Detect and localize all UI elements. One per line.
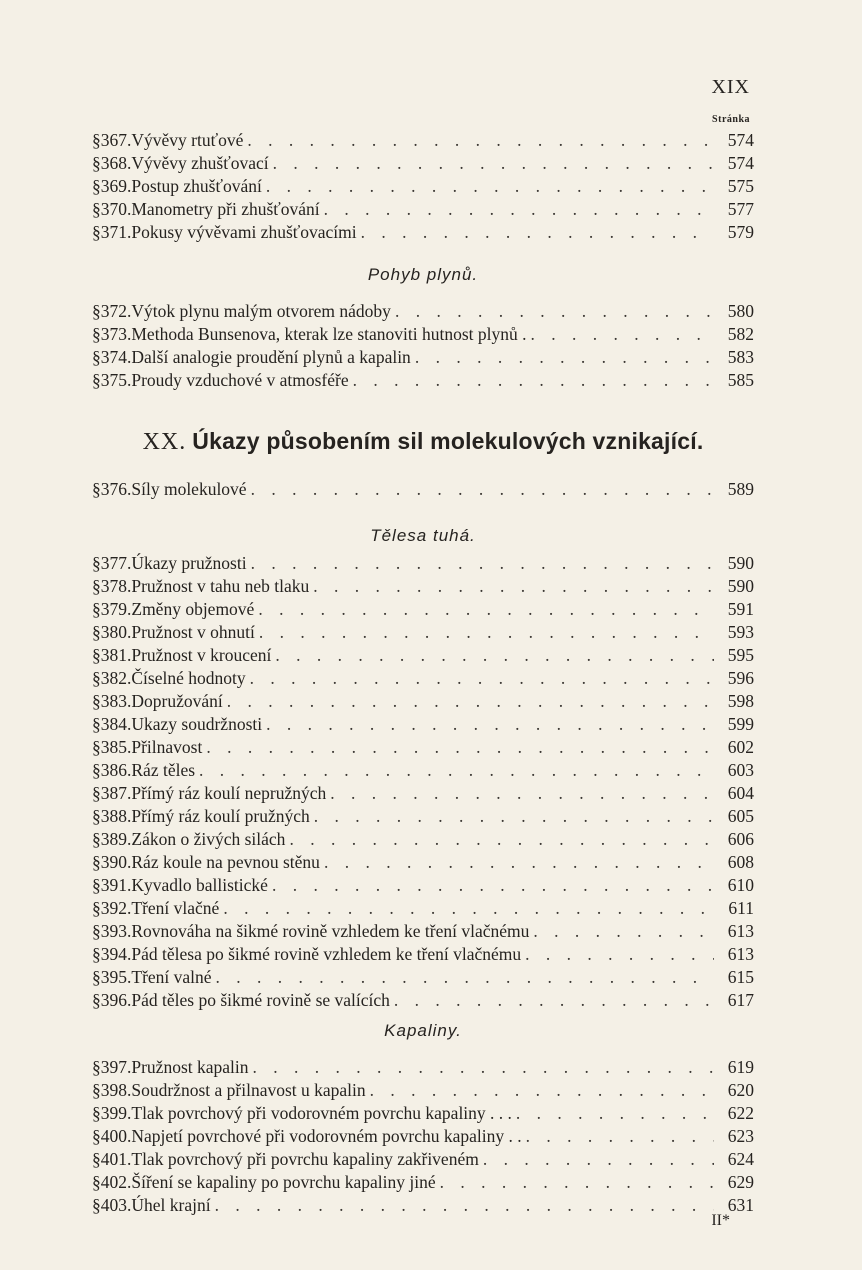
section-title: Úkazy pružnosti — [131, 553, 247, 573]
toc-entry — [92, 667, 754, 690]
section-number: 399. — [100, 1103, 132, 1123]
page-reference: 589 — [727, 479, 754, 499]
section-title: Pružnost v ohnutí — [131, 622, 255, 642]
section-mark: § — [92, 347, 101, 367]
page-reference: 620 — [727, 1080, 754, 1100]
section-mark: § — [92, 1172, 101, 1192]
section-mark: § — [92, 990, 101, 1010]
page-reference: 574 — [727, 130, 754, 150]
section-number: 381. — [100, 645, 132, 665]
leader-dots — [272, 874, 714, 897]
leader-dots — [289, 828, 714, 851]
page-reference: 602 — [727, 737, 754, 757]
toc-entry — [92, 805, 754, 828]
leader-dots — [324, 851, 714, 874]
page-reference: 617 — [727, 990, 754, 1010]
section-mark: § — [92, 898, 101, 918]
section-mark: § — [92, 576, 101, 596]
section-number: 376. — [100, 479, 132, 499]
leader-dots — [253, 1056, 714, 1079]
toc-group-3 — [92, 478, 754, 501]
section-mark: § — [92, 944, 101, 964]
section-number: 402. — [100, 1172, 132, 1192]
page-reference: 619 — [727, 1057, 754, 1077]
page-reference: 580 — [727, 301, 754, 321]
page-reference: 611 — [728, 898, 754, 918]
section-number: 386. — [100, 760, 132, 780]
section-title: Vývěvy zhušťovací — [131, 153, 269, 173]
section-number: 372. — [100, 301, 132, 321]
section-title: Ráz těles — [131, 760, 196, 780]
section-mark: § — [92, 622, 101, 642]
section-number: 367. — [100, 130, 132, 150]
page-reference: 595 — [727, 645, 754, 665]
page-reference: 596 — [727, 668, 754, 688]
section-number: 396. — [100, 990, 132, 1010]
section-title: Manometry při zhušťování — [131, 199, 320, 219]
section-title: Pád tělesa po šikmé rovině vzhledem ke tření vlačnému — [131, 944, 522, 964]
toc-entry — [92, 1056, 754, 1079]
section-mark: § — [92, 1195, 101, 1215]
page-reference: 579 — [727, 222, 754, 242]
section-title: Úhel krajní — [131, 1195, 211, 1215]
page-reference: 613 — [727, 944, 754, 964]
page-reference: 582 — [727, 324, 754, 344]
section-title: Další analogie proudění plynů a kapalin — [131, 347, 411, 367]
section-mark: § — [92, 176, 101, 196]
section-mark: § — [92, 1080, 101, 1100]
leader-dots — [266, 713, 714, 736]
section-mark: § — [92, 852, 101, 872]
leader-dots — [531, 323, 714, 346]
section-number: 395. — [100, 967, 132, 987]
section-mark: § — [92, 479, 101, 499]
section-title: Rovnováha na šikmé rovině vzhledem ke tření vlačnému — [131, 921, 530, 941]
toc-entry — [92, 897, 754, 920]
page-reference: 575 — [727, 176, 754, 196]
section-title: Výtok plynu malým otvorem nádoby — [131, 301, 391, 321]
section-mark: § — [92, 599, 101, 619]
section-number: 370. — [100, 199, 132, 219]
section-number: 384. — [100, 714, 132, 734]
page-reference: 615 — [727, 967, 754, 987]
page-number: XIX — [711, 76, 750, 98]
section-mark: § — [92, 130, 101, 150]
section-title: Pokusy vývěvami zhušťovacími — [131, 222, 357, 242]
section-mark: § — [92, 921, 101, 941]
toc-entry — [92, 323, 754, 346]
page-reference: 629 — [727, 1172, 754, 1192]
leader-dots — [275, 644, 714, 667]
section-title: Síly molekulové — [131, 479, 247, 499]
section-number: 387. — [100, 783, 132, 803]
section-title: Pružnost kapalin — [131, 1057, 249, 1077]
section-title: Tlak povrchový při povrchu kapaliny zakřiveném — [131, 1149, 479, 1169]
section-title: Pružnost v kroucení — [131, 645, 272, 665]
toc-entry — [92, 989, 754, 1012]
section-number: 378. — [100, 576, 132, 596]
section-number: 398. — [100, 1080, 132, 1100]
page-reference: 605 — [727, 806, 754, 826]
leader-dots — [223, 897, 714, 920]
page-reference: 608 — [727, 852, 754, 872]
toc-entry — [92, 1079, 754, 1102]
leader-dots — [525, 943, 714, 966]
section-mark: § — [92, 370, 101, 390]
section-mark: § — [92, 1103, 101, 1123]
subheading-kapaliny: Kapaliny. — [384, 1021, 462, 1040]
section-title: Přilnavost — [131, 737, 203, 757]
section-title: Přímý ráz koulí nepružných — [131, 783, 327, 803]
leader-dots — [247, 129, 714, 152]
toc-entry — [92, 782, 754, 805]
toc-entry — [92, 920, 754, 943]
leader-dots — [258, 598, 714, 621]
section-mark: § — [92, 760, 101, 780]
toc-entry — [92, 300, 754, 323]
leader-dots — [370, 1079, 714, 1102]
leader-dots — [324, 198, 714, 221]
page-reference: 590 — [727, 576, 754, 596]
leader-dots — [216, 966, 714, 989]
chapter-title: Úkazy působením sil molekulových vznikající. — [192, 428, 704, 454]
page-reference: 577 — [727, 199, 754, 219]
section-number: 389. — [100, 829, 132, 849]
section-number: 380. — [100, 622, 132, 642]
leader-dots — [251, 552, 714, 575]
section-number: 388. — [100, 806, 132, 826]
section-number: 403. — [100, 1195, 132, 1215]
leader-dots — [394, 989, 714, 1012]
section-title: Ukazy soudržnosti — [131, 714, 263, 734]
section-title: Přímý ráz koulí pružných — [131, 806, 310, 826]
toc-entry — [92, 1171, 754, 1194]
section-number: 393. — [100, 921, 132, 941]
section-number: 390. — [100, 852, 132, 872]
page-reference: 583 — [727, 347, 754, 367]
section-mark: § — [92, 829, 101, 849]
leader-dots — [330, 782, 714, 805]
section-title: Napjetí povrchové při vodorovném povrchu kapaliny . . — [131, 1126, 522, 1146]
toc-entry — [92, 851, 754, 874]
toc-entry — [92, 221, 754, 244]
page-reference: 623 — [727, 1126, 754, 1146]
section-number: 368. — [100, 153, 132, 173]
section-mark: § — [92, 875, 101, 895]
toc-group-4 — [92, 552, 754, 1012]
section-mark: § — [92, 783, 101, 803]
leader-dots — [395, 300, 714, 323]
section-title: Pád těles po šikmé rovině se valících — [131, 990, 390, 1010]
toc-entry — [92, 478, 754, 501]
section-number: 377. — [100, 553, 132, 573]
toc-entry — [92, 575, 754, 598]
toc-entry — [92, 1148, 754, 1171]
page-column-label: Stránka — [712, 114, 750, 125]
page-reference: 598 — [727, 691, 754, 711]
section-title: Postup zhušťování — [131, 176, 262, 196]
section-number: 400. — [100, 1126, 132, 1146]
leader-dots — [313, 575, 714, 598]
leader-dots — [250, 667, 714, 690]
toc-entry — [92, 1125, 754, 1148]
toc-group-5 — [92, 1056, 754, 1217]
section-number: 369. — [100, 176, 132, 196]
section-number: 371. — [100, 222, 132, 242]
section-mark: § — [92, 222, 101, 242]
toc-entry — [92, 736, 754, 759]
section-mark: § — [92, 668, 101, 688]
chapter-number: XX. — [142, 429, 187, 455]
leader-dots — [440, 1171, 714, 1194]
section-mark: § — [92, 301, 101, 321]
leader-dots — [273, 152, 714, 175]
leader-dots — [415, 346, 714, 369]
section-number: 374. — [100, 347, 132, 367]
section-number: 392. — [100, 898, 132, 918]
toc-entry — [92, 966, 754, 989]
leader-dots — [314, 805, 714, 828]
section-number: 391. — [100, 875, 132, 895]
section-title: Kyvadlo ballistické — [131, 875, 268, 895]
leader-dots — [206, 736, 714, 759]
leader-dots — [353, 369, 714, 392]
section-title: Tření vlačné — [131, 898, 220, 918]
subheading-pohyb-plynu: Pohyb plynů. — [367, 265, 479, 284]
page-reference: 593 — [727, 622, 754, 642]
section-title: Soudržnost a přilnavost u kapalin — [131, 1080, 366, 1100]
toc-entry — [92, 346, 754, 369]
toc-entry — [92, 1194, 754, 1217]
leader-dots — [199, 759, 714, 782]
leader-dots — [526, 1125, 714, 1148]
toc-entry — [92, 690, 754, 713]
toc-entry — [92, 759, 754, 782]
page-reference: 604 — [727, 783, 754, 803]
section-mark: § — [92, 714, 101, 734]
section-mark: § — [92, 645, 101, 665]
section-title: Pružnost v tahu neb tlaku — [131, 576, 310, 596]
toc-entry — [92, 713, 754, 736]
section-title: Tlak povrchový při vodorovném povrchu kapaliny . . . — [131, 1103, 512, 1123]
toc-entry — [92, 874, 754, 897]
page-reference: 599 — [727, 714, 754, 734]
section-number: 373. — [100, 324, 132, 344]
page-reference: 603 — [727, 760, 754, 780]
page-reference: 574 — [727, 153, 754, 173]
leader-dots — [251, 478, 714, 501]
page-reference: 613 — [727, 921, 754, 941]
section-mark: § — [92, 324, 101, 344]
section-title: Vývěvy rtuťové — [131, 130, 244, 150]
section-mark: § — [92, 1057, 101, 1077]
section-number: 379. — [100, 599, 132, 619]
section-number: 382. — [100, 668, 132, 688]
chapter-heading — [92, 428, 754, 456]
section-number: 394. — [100, 944, 132, 964]
toc-entry — [92, 175, 754, 198]
leader-dots — [266, 175, 714, 198]
leader-dots — [215, 1194, 714, 1217]
section-title: Číselné hodnoty — [131, 668, 246, 688]
section-title: Ráz koule na pevnou stěnu — [131, 852, 320, 872]
leader-dots — [259, 621, 714, 644]
page-reference: 624 — [727, 1149, 754, 1169]
toc-entry — [92, 828, 754, 851]
toc-entry — [92, 943, 754, 966]
section-mark: § — [92, 967, 101, 987]
section-mark: § — [92, 737, 101, 757]
section-mark: § — [92, 1126, 101, 1146]
section-mark: § — [92, 153, 101, 173]
section-mark: § — [92, 806, 101, 826]
section-title: Dopružování — [131, 691, 223, 711]
section-title: Tření valné — [131, 967, 212, 987]
toc-entry — [92, 369, 754, 392]
signature-mark: II* — [711, 1212, 730, 1229]
toc-entry — [92, 552, 754, 575]
leader-dots — [361, 221, 714, 244]
toc-entry — [92, 152, 754, 175]
toc-entry — [92, 198, 754, 221]
section-mark: § — [92, 553, 101, 573]
section-number: 385. — [100, 737, 132, 757]
toc-group-1 — [92, 129, 754, 244]
subheading-telesa-tuha: Tělesa tuhá. — [370, 526, 476, 545]
section-title: Proudy vzduchové v atmosféře — [131, 370, 349, 390]
page-reference: 591 — [727, 599, 754, 619]
section-mark: § — [92, 691, 101, 711]
section-number: 401. — [100, 1149, 132, 1169]
section-number: 383. — [100, 691, 132, 711]
section-title: Změny objemové — [131, 599, 255, 619]
section-number: 397. — [100, 1057, 132, 1077]
leader-dots — [533, 920, 714, 943]
page-reference: 585 — [727, 370, 754, 390]
toc-group-2 — [92, 300, 754, 392]
leader-dots — [516, 1102, 714, 1125]
leader-dots — [227, 690, 714, 713]
toc-entry — [92, 598, 754, 621]
section-title: Šíření se kapaliny po povrchu kapaliny jiné — [131, 1172, 436, 1192]
section-title: Methoda Bunsenova, kterak lze stanoviti hutnost plynů . — [131, 324, 527, 344]
section-number: 375. — [100, 370, 132, 390]
section-title: Zákon o živých silách — [131, 829, 286, 849]
page-reference: 606 — [727, 829, 754, 849]
page-reference: 631 — [727, 1195, 754, 1215]
toc-entry — [92, 1102, 754, 1125]
page-reference: 590 — [727, 553, 754, 573]
page-reference: 622 — [727, 1103, 754, 1123]
toc-entry — [92, 129, 754, 152]
section-mark: § — [92, 199, 101, 219]
section-mark: § — [92, 1149, 101, 1169]
page-reference: 610 — [727, 875, 754, 895]
toc-entry — [92, 644, 754, 667]
toc-entry — [92, 621, 754, 644]
leader-dots — [483, 1148, 714, 1171]
